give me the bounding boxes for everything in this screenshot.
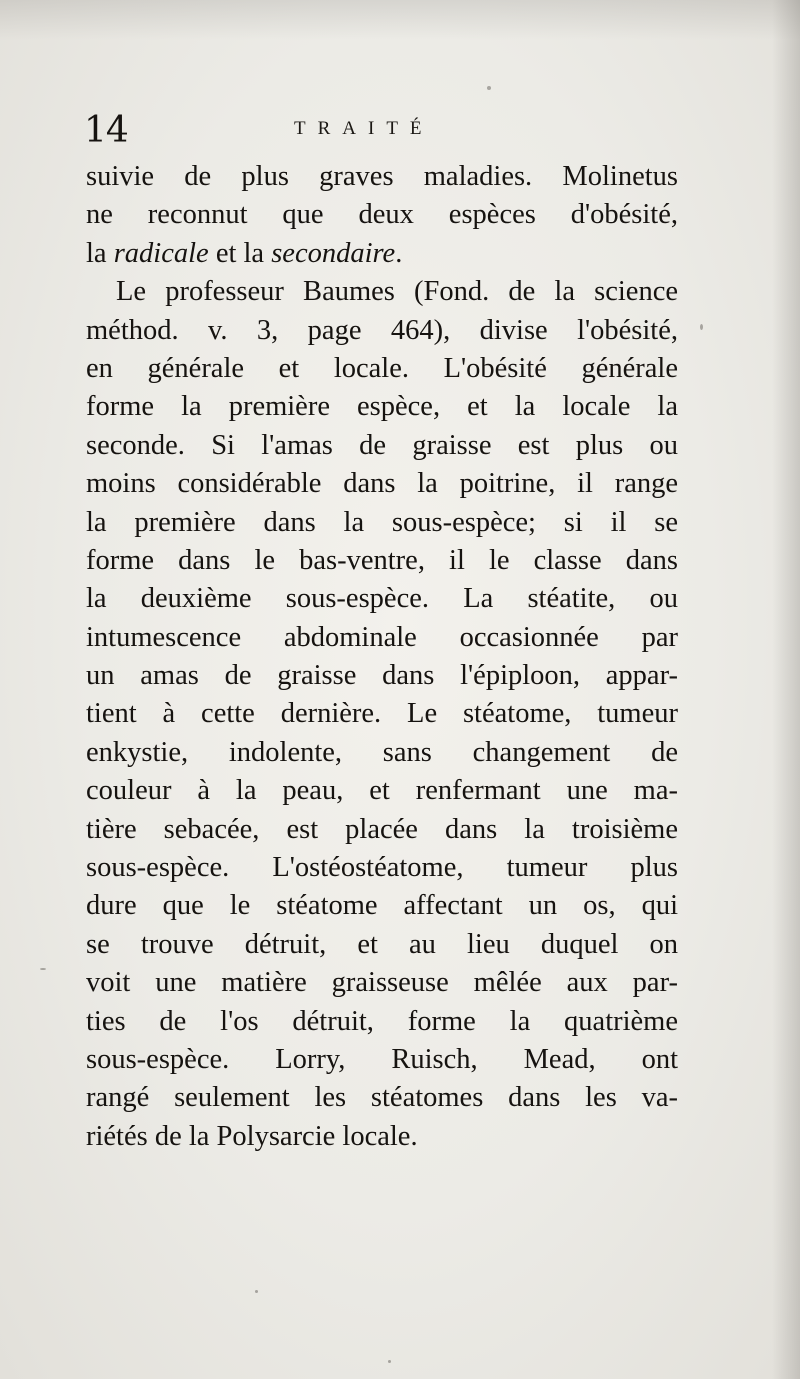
- text-line-paragraph-start: Le professeur Baumes (Fond. de la science: [116, 276, 678, 308]
- text-line: sous-espèce. L'ostéostéatome, tumeur plus: [86, 852, 678, 884]
- text-line: couleur à la peau, et renfermant une ma-: [86, 775, 678, 807]
- text-line: un amas de graisse dans l'épiploon, appar-: [86, 660, 678, 692]
- page-number: 14: [84, 110, 128, 151]
- text-line: forme dans le bas-ventre, il le classe dans: [86, 544, 678, 576]
- italic-term-secondaire: secondaire: [271, 237, 396, 269]
- text-line: ne reconnut que deux espèces d'obésité,: [86, 199, 678, 231]
- body-text: [86, 158, 678, 1156]
- running-title: TRAITÉ: [294, 118, 434, 139]
- text-line: tient à cette dernière. Le stéatome, tumeur: [86, 698, 678, 730]
- text-line: se trouve détruit, et au lieu duquel on: [86, 928, 678, 960]
- paper-speck: [700, 324, 703, 330]
- paper-speck: [388, 1360, 391, 1363]
- paper-speck: [40, 968, 46, 970]
- text-line: forme la première espèce, et la locale la: [86, 391, 678, 423]
- text-line: méthod. v. 3, page 464), divise l'obésité,: [86, 314, 678, 346]
- paper-speck: [487, 86, 491, 90]
- running-head: [84, 110, 684, 150]
- text-line: rangé seulement les stéatomes dans les va-: [86, 1082, 678, 1114]
- text-line: voit une matière graisseuse mêlée aux par-: [86, 967, 678, 999]
- text-line: tière sebacée, est placée dans la troisième: [86, 813, 678, 845]
- text-line: seconde. Si l'amas de graisse est plus ou: [86, 429, 678, 461]
- text-fragment: .: [395, 237, 403, 269]
- text-line: enkystie, indolente, sans changement de: [86, 736, 678, 768]
- text-line: suivie de plus graves maladies. Molinetus: [86, 161, 678, 192]
- text-line: la première dans la sous-espèce; si il se: [86, 506, 678, 538]
- text-line-paragraph-end: riétés de la Polysarcie locale.: [86, 1120, 418, 1152]
- text-line: intumescence abdominale occasionnée par: [86, 621, 678, 653]
- text-line: dure que le stéatome affectant un os, qui: [86, 890, 678, 922]
- text-line: ties de l'os détruit, forme la quatrième: [86, 1005, 678, 1037]
- text-line: en générale et locale. L'obésité générale: [86, 352, 678, 384]
- text-fragment: et la: [208, 237, 272, 269]
- text-line: la deuxième sous-espèce. La stéatite, ou: [86, 583, 678, 615]
- paper-speck: [255, 1290, 258, 1293]
- text-line: moins considérable dans la poitrine, il range: [86, 468, 678, 500]
- text-fragment: la: [86, 237, 114, 269]
- text-line-italic-terms: [86, 235, 678, 273]
- text-line: sous-espèce. Lorry, Ruisch, Mead, ont: [86, 1043, 678, 1075]
- italic-term-radicale: radicale: [113, 237, 209, 269]
